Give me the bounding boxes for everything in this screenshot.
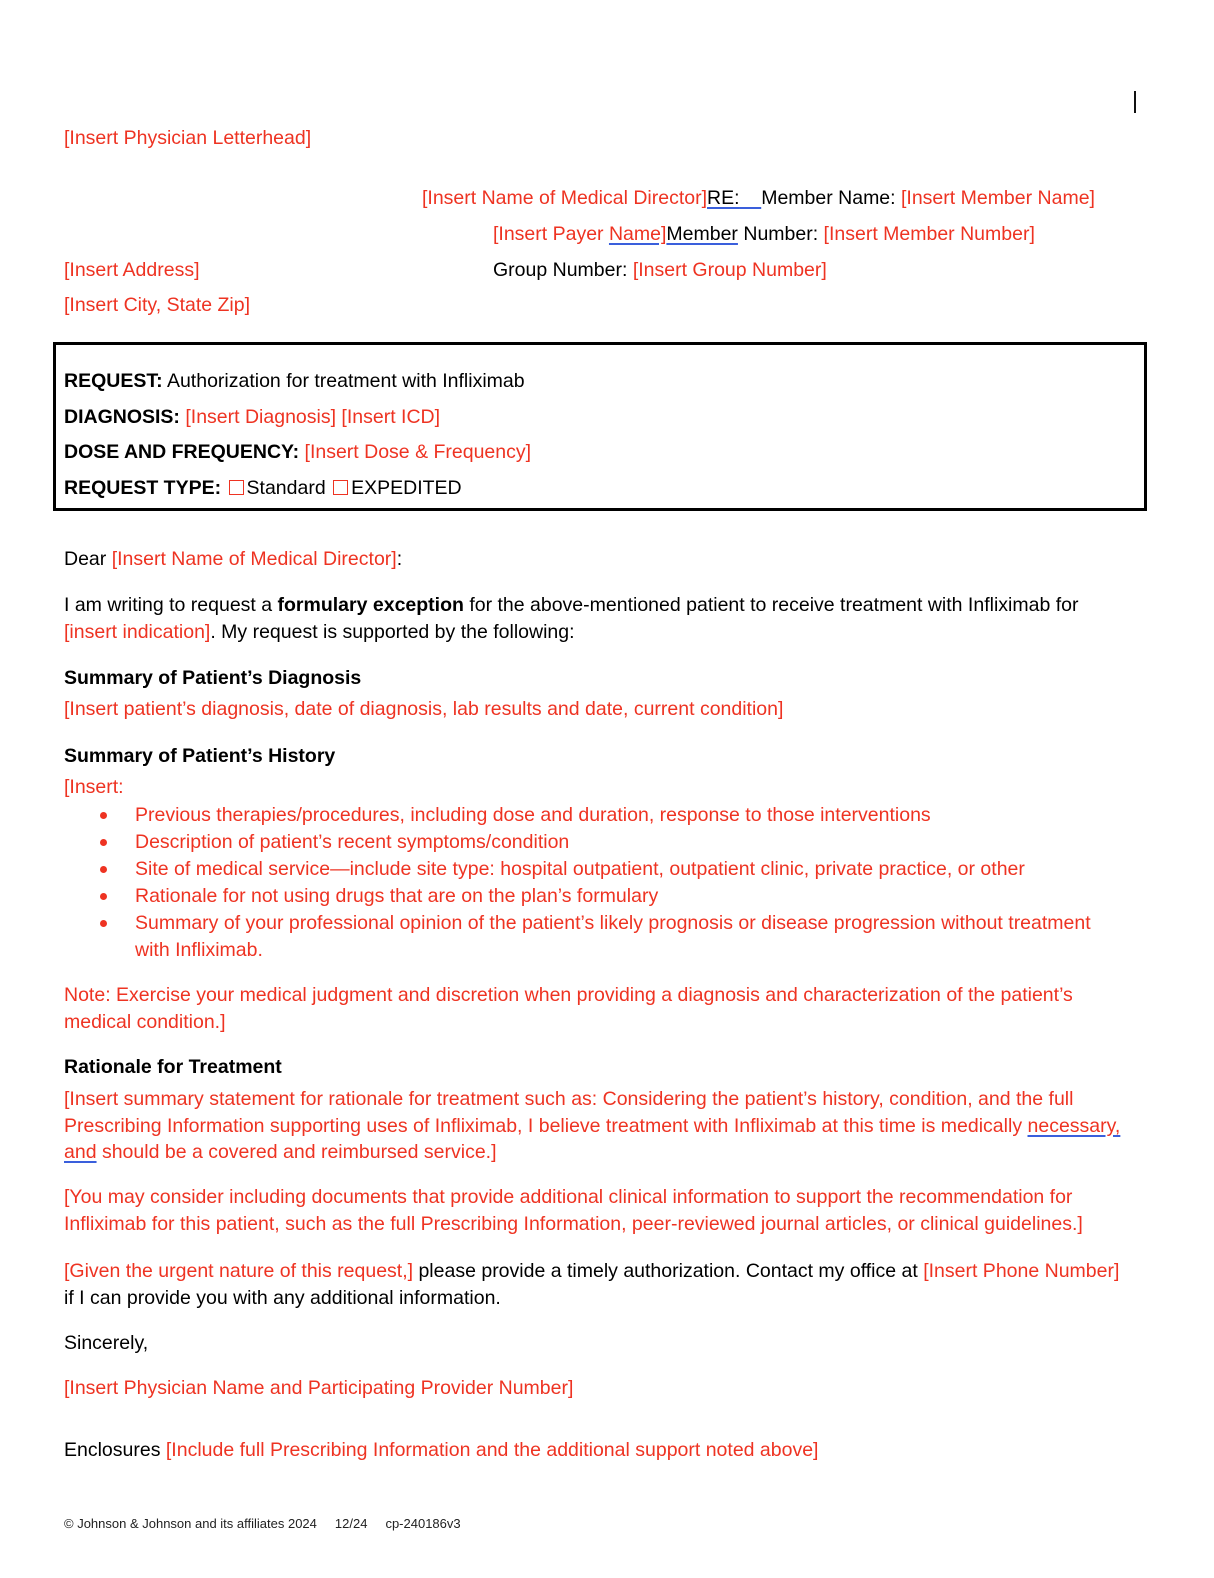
rationale-text-start: [Insert summary statement for rationale for treatment such as: Considering the patient’s history, condition, and the full Prescribing Information supporting uses of Infliximab, I believe treatment with Infliximab at this time is medically xyxy=(64,1088,1074,1137)
member-number-placeholder[interactable]: [Insert Member Number] xyxy=(823,223,1035,245)
standard-checkbox[interactable] xyxy=(229,480,244,495)
member-name-label: Member Name: xyxy=(761,187,901,209)
medical-director-placeholder[interactable]: [Insert Name of Medical Director] xyxy=(422,187,708,209)
bullet-icon xyxy=(100,893,107,900)
intro-paragraph xyxy=(64,592,1124,645)
footer-date: 12/24 xyxy=(334,1516,368,1531)
intro-text-start: I am writing to request a xyxy=(64,594,278,616)
salutation-prefix: Dear xyxy=(64,548,112,570)
rationale-heading: Rationale for Treatment xyxy=(64,1056,282,1078)
standard-option-label: Standard xyxy=(246,477,326,499)
bullet-text: Description of patient’s recent symptoms/condition xyxy=(135,831,570,853)
urgent-placeholder[interactable]: [Given the urgent nature of this request,] xyxy=(64,1260,414,1282)
diagnosis-line xyxy=(64,405,440,429)
city-state-zip-placeholder[interactable]: [Insert City, State Zip] xyxy=(64,294,251,316)
expedited-option-label: EXPEDITED xyxy=(351,477,462,499)
phone-placeholder[interactable]: [Insert Phone Number] xyxy=(923,1260,1120,1282)
payer-name-placeholder-end[interactable]: Name] xyxy=(608,223,667,245)
re-line-group-number xyxy=(493,258,827,282)
history-bullet[interactable] xyxy=(64,856,1124,883)
request-type-label: REQUEST TYPE: xyxy=(64,477,222,499)
bullet-text: Rationale for not using drugs that are on the plan’s formulary xyxy=(135,885,659,907)
request-line xyxy=(64,369,525,393)
bullet-text: Previous therapies/procedures, including dose and duration, response to those interventions xyxy=(135,804,931,826)
bullet-text: Site of medical service—include site type: hospital outpatient, outpatient clinic, private practice, or other xyxy=(135,858,1025,880)
re-line-member-number xyxy=(493,222,1035,246)
member-name-placeholder[interactable]: [Insert Member Name] xyxy=(901,187,1095,209)
page-footer xyxy=(64,1516,479,1531)
re-label: RE: xyxy=(707,187,740,209)
bullet-icon xyxy=(100,866,107,873)
bullet-icon xyxy=(100,920,107,927)
dose-label: DOSE AND FREQUENCY: xyxy=(64,441,300,463)
rationale-placeholder[interactable] xyxy=(64,1086,1124,1166)
indication-placeholder[interactable]: [insert indication] xyxy=(64,620,211,643)
enclosures-line xyxy=(64,1438,818,1462)
closing-text: if I can provide you with any additional information. xyxy=(64,1286,501,1309)
sign-off: Sincerely, xyxy=(64,1332,149,1354)
group-number-placeholder[interactable]: [Insert Group Number] xyxy=(632,259,827,281)
history-bullet[interactable] xyxy=(64,883,1124,910)
address-placeholder[interactable]: [Insert Address] xyxy=(64,259,200,281)
diagnosis-heading: Summary of Patient’s Diagnosis xyxy=(64,667,362,689)
bullet-icon xyxy=(100,812,107,819)
enclosures-label: Enclosures xyxy=(64,1439,166,1461)
history-bullet[interactable] xyxy=(64,802,1124,829)
re-blank xyxy=(740,187,762,209)
footer-code: cp-240186v3 xyxy=(385,1516,461,1531)
salutation-name-placeholder[interactable]: [Insert Name of Medical Director] xyxy=(111,548,397,570)
bullet-icon xyxy=(100,839,107,846)
enclosures-placeholder[interactable]: [Include full Prescribing Information and the additional support noted above] xyxy=(165,1439,819,1461)
salutation-suffix: : xyxy=(396,548,403,570)
request-label: REQUEST: xyxy=(64,370,163,392)
request-value: Authorization for treatment with Infliximab xyxy=(162,370,525,392)
documents-note-placeholder[interactable]: [You may consider including documents that provide additional clinical information to support the recommendation for Infliximab for this patient, such as the full Prescribing Information, peer-reviewed journal articles, or clinical guidelines.] xyxy=(64,1186,1083,1235)
history-bullet[interactable] xyxy=(64,910,1124,964)
group-number-label: Group Number: xyxy=(493,259,633,281)
intro-text-middle: for the above-mentioned patient to receive treatment with Infliximab for xyxy=(463,594,1079,616)
text-cursor xyxy=(1134,91,1136,113)
member-number-label: Number: xyxy=(737,223,824,245)
diagnosis-label: DIAGNOSIS: xyxy=(64,406,180,428)
history-bullet[interactable] xyxy=(64,829,1124,856)
medical-judgment-note[interactable]: Note: Exercise your medical judgment and discretion when providing a diagnosis and characterization of the patient’s medical condition.] xyxy=(64,984,1073,1033)
member-number-label-start: Member xyxy=(666,223,738,245)
urgent-paragraph xyxy=(64,1258,1124,1311)
history-bullet-list xyxy=(64,802,1124,964)
request-type-line xyxy=(64,476,462,500)
history-intro[interactable]: [Insert: xyxy=(64,776,124,798)
expedited-checkbox[interactable] xyxy=(333,480,348,495)
rationale-text-end: should be a covered and reimbursed service.] xyxy=(96,1141,497,1163)
physician-letterhead[interactable]: [Insert Physician Letterhead] xyxy=(64,127,312,149)
payer-name-placeholder[interactable]: [Insert Payer xyxy=(493,223,609,245)
diagnosis-placeholder[interactable]: [Insert Diagnosis] [Insert ICD] xyxy=(179,406,441,428)
dose-placeholder[interactable]: [Insert Dose & Frequency] xyxy=(299,441,532,463)
signature-placeholder[interactable]: [Insert Physician Name and Participating Provider Number] xyxy=(64,1377,574,1399)
formulary-exception-text: formulary exception xyxy=(277,594,464,616)
diagnosis-summary-placeholder[interactable]: [Insert patient’s diagnosis, date of diagnosis, lab results and date, current condition] xyxy=(64,698,784,720)
bullet-text: Summary of your professional opinion of the patient’s likely prognosis or disease progression without treatment with Infliximab. xyxy=(135,912,1091,961)
rationale-underlined-text: necessary, and xyxy=(64,1114,1121,1163)
footer-copyright: © Johnson & Johnson and its affiliates 2024 xyxy=(64,1516,317,1531)
urgent-text: please provide a timely authorization. Contact my office at xyxy=(413,1260,924,1282)
salutation xyxy=(64,547,402,571)
re-line-member-name xyxy=(422,186,1095,210)
dose-line xyxy=(64,440,531,464)
history-heading: Summary of Patient’s History xyxy=(64,745,336,767)
intro-text-end: . My request is supported by the following: xyxy=(210,620,575,643)
